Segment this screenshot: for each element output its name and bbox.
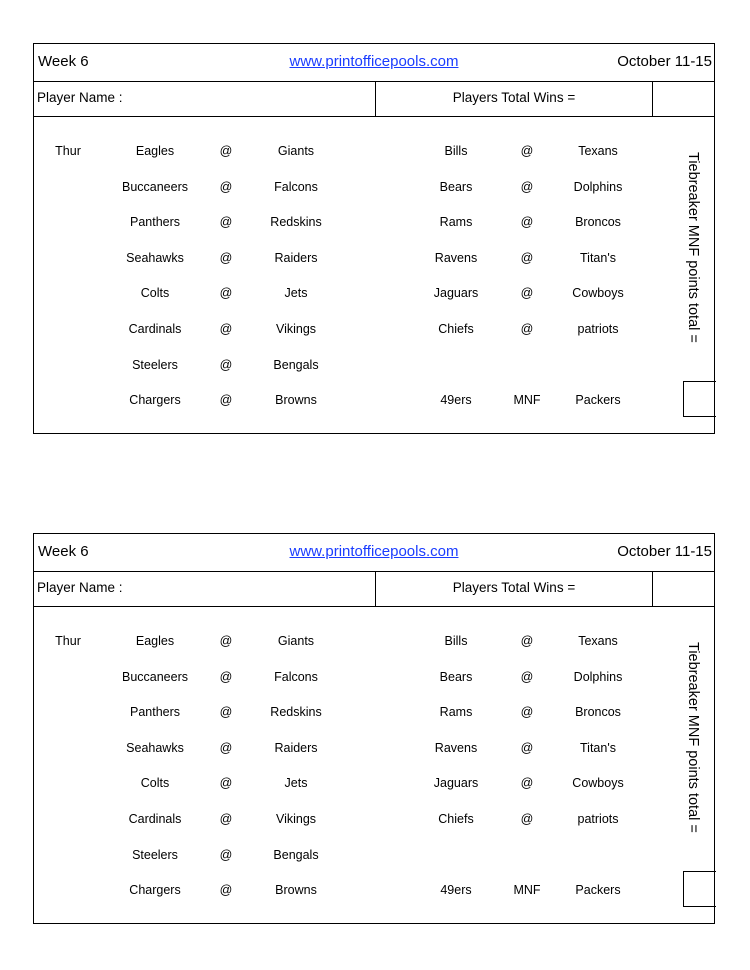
away-team[interactable]: Panthers	[129, 705, 181, 719]
at-separator: @	[520, 776, 534, 790]
at-separator: @	[520, 812, 534, 826]
home-team[interactable]: Redskins	[270, 705, 322, 719]
tiebreaker-label: Tiebreaker MNF points total =	[685, 152, 701, 343]
home-team[interactable]: Dolphins	[573, 179, 623, 194]
home-team[interactable]: Browns	[275, 883, 317, 897]
away-team[interactable]: Colts	[140, 286, 170, 300]
week-label: Week 6	[38, 53, 89, 70]
home-team[interactable]: patriots	[577, 812, 619, 826]
away-team[interactable]: Eagles	[135, 634, 175, 648]
at-separator: @	[520, 144, 534, 158]
at-separator: @	[520, 705, 534, 719]
away-team[interactable]: Eagles	[135, 144, 175, 158]
away-team[interactable]: Seahawks	[126, 740, 184, 755]
home-team[interactable]: Giants	[277, 634, 315, 648]
at-separator: @	[219, 705, 233, 719]
home-team[interactable]: Bengals	[273, 847, 319, 862]
tiebreaker-input-box[interactable]	[683, 871, 716, 907]
home-team[interactable]: Jets	[284, 286, 308, 300]
away-team[interactable]: Bills	[444, 634, 468, 648]
home-team[interactable]: Cowboys	[572, 286, 624, 300]
website-link[interactable]: www.printofficepools.com	[289, 543, 459, 560]
home-team[interactable]: Vikings	[275, 322, 317, 336]
tiebreaker-input-box[interactable]	[683, 381, 716, 417]
website-link[interactable]: www.printofficepools.com	[289, 53, 459, 70]
at-separator: @	[219, 250, 233, 265]
at-separator: @	[219, 883, 233, 897]
away-team[interactable]: Chargers	[129, 883, 181, 897]
total-wins-label: Players Total Wins =	[452, 90, 576, 105]
away-team[interactable]: Jaguars	[433, 286, 479, 300]
home-team[interactable]: Titan's	[580, 250, 616, 265]
pool-sheet	[33, 43, 715, 434]
at-separator: @	[219, 357, 233, 372]
at-separator: @	[219, 812, 233, 826]
at-separator: @	[219, 669, 233, 684]
mnf-label: MNF	[513, 393, 541, 407]
player-name-field[interactable]: Player Name :	[37, 580, 123, 595]
home-team[interactable]: Vikings	[275, 812, 317, 826]
at-separator: @	[219, 179, 233, 194]
player-row	[34, 571, 714, 607]
home-team[interactable]: patriots	[577, 322, 619, 336]
away-team[interactable]: Rams	[439, 215, 473, 229]
player-name-field[interactable]: Player Name :	[37, 90, 123, 105]
home-team[interactable]: Packers	[575, 393, 621, 407]
home-team[interactable]: Packers	[575, 883, 621, 897]
away-team[interactable]: Ravens	[434, 250, 478, 265]
total-wins-label: Players Total Wins =	[452, 580, 576, 595]
at-separator: @	[520, 634, 534, 648]
home-team[interactable]: Texans	[578, 144, 618, 158]
home-team[interactable]: Falcons	[274, 669, 318, 684]
home-team[interactable]: Jets	[284, 776, 308, 790]
away-team[interactable]: Buccaneers	[121, 179, 189, 194]
away-team[interactable]: Colts	[140, 776, 170, 790]
mnf-label: MNF	[513, 883, 541, 897]
at-separator: @	[219, 322, 233, 336]
home-team[interactable]: Texans	[578, 634, 618, 648]
total-wins-input-box[interactable]	[652, 81, 714, 116]
home-team[interactable]: Dolphins	[573, 669, 623, 684]
away-team[interactable]: 49ers	[440, 393, 472, 407]
at-separator: @	[219, 144, 233, 158]
day-label: Thur	[55, 634, 81, 648]
at-separator: @	[219, 393, 233, 407]
home-team[interactable]: Broncos	[575, 705, 621, 719]
sheet-header	[34, 44, 714, 82]
pool-sheet	[33, 533, 715, 924]
away-team[interactable]: Bills	[444, 144, 468, 158]
away-team[interactable]: Rams	[439, 705, 473, 719]
away-team[interactable]: Chargers	[129, 393, 181, 407]
at-separator: @	[520, 179, 534, 194]
player-row	[34, 81, 714, 117]
at-separator: @	[520, 215, 534, 229]
at-separator: @	[219, 215, 233, 229]
home-team[interactable]: Giants	[277, 144, 315, 158]
date-range: October 11-15	[617, 53, 712, 70]
away-team[interactable]: Panthers	[129, 215, 181, 229]
total-wins-input-box[interactable]	[652, 571, 714, 606]
away-team[interactable]: Steelers	[132, 847, 178, 862]
away-team[interactable]: 49ers	[440, 883, 472, 897]
away-team[interactable]: Steelers	[132, 357, 178, 372]
away-team[interactable]: Chiefs	[438, 812, 474, 826]
home-team[interactable]: Bengals	[273, 357, 319, 372]
away-team[interactable]: Cardinals	[128, 812, 182, 826]
at-separator: @	[520, 286, 534, 300]
total-wins-cell	[375, 571, 653, 606]
at-separator: @	[520, 322, 534, 336]
away-team[interactable]: Ravens	[434, 740, 478, 755]
home-team[interactable]: Falcons	[274, 179, 318, 194]
away-team[interactable]: Seahawks	[126, 250, 184, 265]
at-separator: @	[219, 776, 233, 790]
home-team[interactable]: Titan's	[580, 740, 616, 755]
home-team[interactable]: Cowboys	[572, 776, 624, 790]
tiebreaker-label: Tiebreaker MNF points total =	[685, 642, 701, 833]
at-separator: @	[219, 847, 233, 862]
at-separator: @	[520, 669, 534, 684]
day-label: Thur	[55, 144, 81, 158]
at-separator: @	[219, 740, 233, 755]
at-separator: @	[219, 634, 233, 648]
week-label: Week 6	[38, 543, 89, 560]
home-team[interactable]: Redskins	[270, 215, 322, 229]
away-team[interactable]: Chiefs	[438, 322, 474, 336]
sheet-header	[34, 534, 714, 572]
total-wins-cell	[375, 81, 653, 116]
away-team[interactable]: Jaguars	[433, 776, 479, 790]
away-team[interactable]: Buccaneers	[121, 669, 189, 684]
away-team[interactable]: Cardinals	[128, 322, 182, 336]
at-separator: @	[520, 250, 534, 265]
home-team[interactable]: Raiders	[274, 740, 318, 755]
date-range: October 11-15	[617, 543, 712, 560]
away-team[interactable]: Bears	[439, 179, 473, 194]
away-team[interactable]: Bears	[439, 669, 473, 684]
home-team[interactable]: Browns	[275, 393, 317, 407]
home-team[interactable]: Raiders	[274, 250, 318, 265]
at-separator: @	[520, 740, 534, 755]
home-team[interactable]: Broncos	[575, 215, 621, 229]
at-separator: @	[219, 286, 233, 300]
